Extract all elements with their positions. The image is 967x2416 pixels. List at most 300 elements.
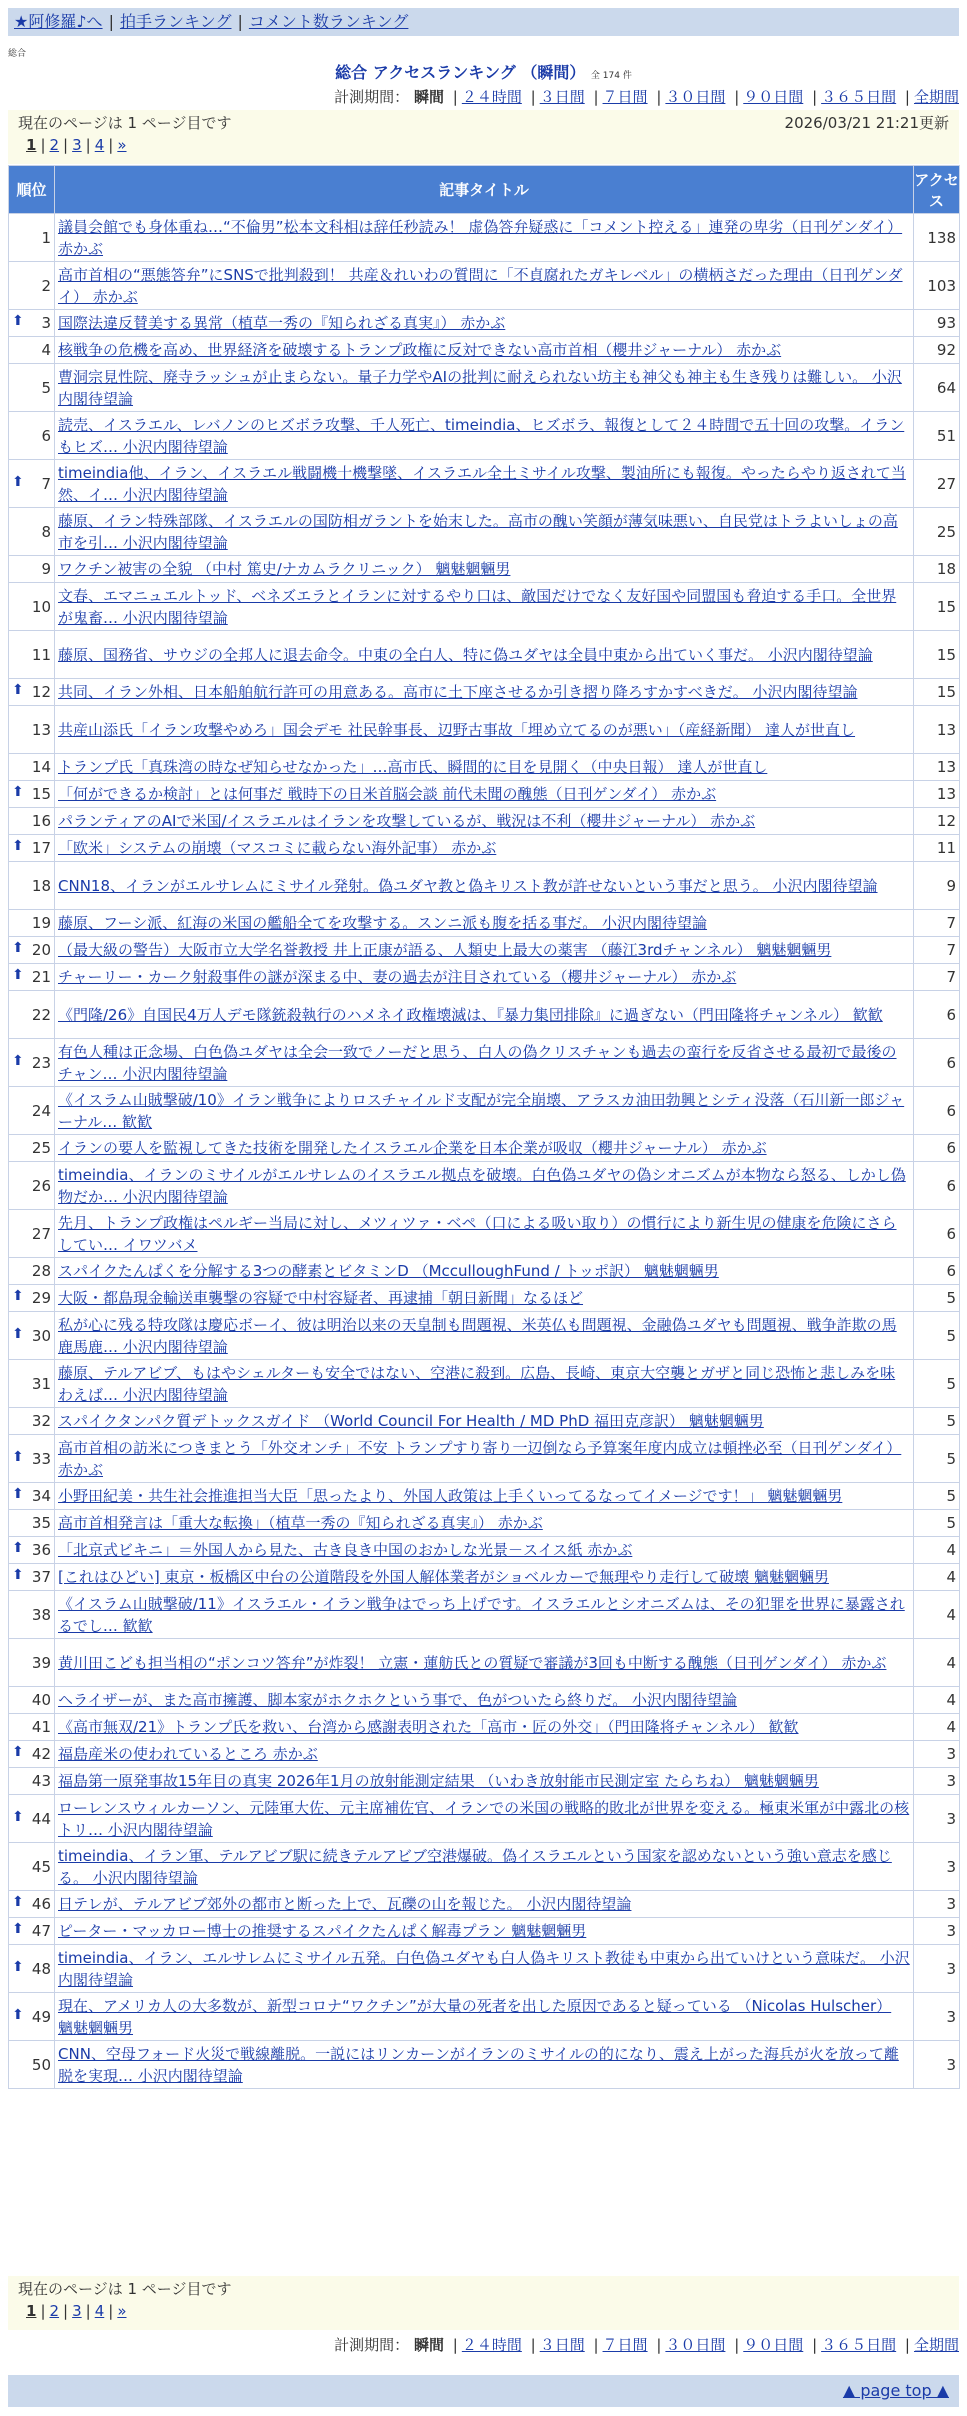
page-title <box>0 60 967 83</box>
rank-cell <box>9 862 55 910</box>
rank-cell <box>9 1435 55 1483</box>
rank-number: 45 <box>31 1857 51 1876</box>
period-3d[interactable]: ３日間 <box>539 2336 585 2354</box>
article-link[interactable]: 有色人種は正念場、白色偽ユダヤは全会一致でノーだと思う、白人の偽クリスチャンも過去の蛮行を反省させる最初で最後のチャン… 小沢内閣待望論 <box>58 1042 897 1083</box>
access-count: 6 <box>914 1135 960 1162</box>
page-link-next[interactable]: » <box>117 136 127 154</box>
article-link[interactable]: timeindia、イラン軍、テルアビブ駅に続きテルアビブ空港爆破。偽イスラエルという国家を認めないという強い意志を感じる。 小沢内閣待望論 <box>58 1846 892 1887</box>
rank-number: 29 <box>31 1289 51 1307</box>
title-cell <box>55 1258 914 1285</box>
title-cell <box>55 862 914 910</box>
rank-cell <box>9 364 55 412</box>
rank-number: 35 <box>31 1514 51 1532</box>
rank-up-arrow-icon: ⬆ <box>12 2006 24 2023</box>
access-count: 51 <box>914 412 960 460</box>
rank-number: 39 <box>31 1653 51 1672</box>
rank-cell <box>9 1795 55 1843</box>
period-current: 瞬間 <box>413 88 444 106</box>
article-link[interactable]: 福島第一原発事故15年目の真実 2026年1月の放射能測定結果 （いわき放射能市民測定室 たらちね） 魑魅魍魎男 <box>58 1772 819 1790</box>
clap-ranking-link[interactable]: 拍手ランキング <box>119 12 232 31</box>
article-link[interactable]: 議員会館でも身体重ね…“不倫男”松本文科相は辞任秒読み！ 虚偽答弁疑惑に「コメント控える」連発の卑劣（日刊ゲンダイ） 赤かぶ <box>58 217 903 258</box>
access-count: 6 <box>914 1039 960 1087</box>
title-cell <box>55 679 914 706</box>
access-count: 92 <box>914 337 960 364</box>
rank-up-arrow-icon: ⬆ <box>12 1744 24 1760</box>
page-link-3[interactable]: 3 <box>72 2302 82 2320</box>
table-row <box>9 583 960 631</box>
table-row <box>9 1285 960 1312</box>
title-cell <box>55 1087 914 1135</box>
page-separator: | <box>40 2302 46 2320</box>
title-cell <box>55 1162 914 1210</box>
table-row <box>9 1510 960 1537</box>
access-count: 3 <box>914 1945 960 1993</box>
access-count: 7 <box>914 937 960 964</box>
period-7d[interactable]: ７日間 <box>602 2336 648 2354</box>
article-link[interactable]: スパイクタンパク質デトックスガイド （World Council For Health / MD PhD 福田克彦訳） 魑魅魍魎男 <box>58 1412 764 1430</box>
title-cell <box>55 1360 914 1408</box>
article-link[interactable]: 藤原、国務省、サウジの全邦人に退去命令。中東の全白人、特に偽ユダヤは全員中東から出ていく事だ。 小沢内閣待望論 <box>58 645 873 664</box>
access-count: 11 <box>914 835 960 862</box>
title-cell <box>55 1210 914 1258</box>
table-row <box>9 214 960 262</box>
access-count: 6 <box>914 1258 960 1285</box>
page-link-4[interactable]: 4 <box>94 2302 105 2320</box>
rank-cell <box>9 337 55 364</box>
rank-cell <box>9 1768 55 1795</box>
article-link[interactable]: 共同、イラン外相、日本船舶航行許可の用意ある。高市に土下座させるか引き摺り降ろすかすべきだ。 小沢内閣待望論 <box>58 683 858 701</box>
title-cell <box>55 808 914 835</box>
table-row <box>9 910 960 937</box>
rank-number: 5 <box>41 378 51 397</box>
period-7d[interactable]: ７日間 <box>602 88 648 106</box>
home-link[interactable]: ★阿修羅♪へ <box>14 12 103 31</box>
table-row <box>9 835 960 862</box>
rank-number: 18 <box>31 876 51 895</box>
article-link[interactable]: ヘライザーが、また高市擁護、脚本家がホクホクという事で、色がついたら終りだ。 小沢内閣待望論 <box>58 1691 738 1709</box>
page-current: 1 <box>26 2302 37 2320</box>
table-row <box>9 1435 960 1483</box>
article-link[interactable]: 先月、トランプ政権はペルギー当局に対し、メツィツァ・ベペ（口による吸い取り）の慣行により新生児の健康を危険にさらしてい… イワツバメ <box>58 1213 897 1254</box>
rank-number: 41 <box>31 1718 51 1736</box>
title-cell <box>55 214 914 262</box>
rank-number: 7 <box>41 474 51 493</box>
article-link[interactable]: 《門隆/26》自国民4万人デモ隊銃殺執行のハメネイ政権壊滅は、『暴力集団排除』に過ぎない（門田隆将チャンネル） 歓歓 <box>58 1005 883 1024</box>
table-row <box>9 706 960 754</box>
title-cell <box>55 1312 914 1360</box>
title-cell <box>55 1741 914 1768</box>
rank-up-arrow-icon: ⬆ <box>12 1486 24 1502</box>
table-row <box>9 1564 960 1591</box>
period-90d[interactable]: ９０日間 <box>743 2336 804 2354</box>
article-link[interactable]: 大阪・都島現金輸送車襲撃の容疑で中村容疑者、再逮捕「朝日新聞」なるほど <box>58 1289 584 1307</box>
rank-number: 14 <box>31 758 51 776</box>
rank-cell <box>9 1135 55 1162</box>
rank-up-arrow-icon: ⬆ <box>12 473 24 490</box>
title-cell <box>55 1687 914 1714</box>
rank-number: 19 <box>31 914 51 932</box>
rank-number: 48 <box>31 1959 51 1978</box>
rank-up-arrow-icon: ⬆ <box>12 1921 24 1937</box>
rank-cell <box>9 214 55 262</box>
pager-top <box>8 110 959 164</box>
access-count: 3 <box>914 1741 960 1768</box>
access-count: 5 <box>914 1483 960 1510</box>
article-link[interactable]: 核戦争の危機を高め、世界経済を破壊するトランプ政権に反対できない高市首相（櫻井ジャーナル） 赤かぶ <box>58 341 782 359</box>
rank-cell <box>9 1039 55 1087</box>
access-count: 3 <box>914 1768 960 1795</box>
access-count: 6 <box>914 991 960 1039</box>
access-count: 4 <box>914 1639 960 1687</box>
top-nav-bar <box>8 8 959 36</box>
article-link[interactable]: 高市首相の訪米につきまとう「外交オンチ」不安 トランプすり寄り一辺倒なら予算案年度内成立は頓挫必至（日刊ゲンダイ） 赤かぶ <box>58 1438 902 1479</box>
period-separator: | <box>812 2336 818 2354</box>
table-row <box>9 1087 960 1135</box>
table-row <box>9 1537 960 1564</box>
rank-cell <box>9 631 55 679</box>
table-row <box>9 508 960 556</box>
access-count: 27 <box>914 460 960 508</box>
period-separator: | <box>812 88 818 106</box>
article-link[interactable]: ワクチン被害の全貌 （中村 篤史/ナカムラクリニック） 魑魅魍魎男 <box>58 560 511 578</box>
title-cell <box>55 631 914 679</box>
page-link-4[interactable]: 4 <box>94 136 105 154</box>
table-row <box>9 808 960 835</box>
table-row <box>9 1768 960 1795</box>
period-3d[interactable]: ３日間 <box>539 88 585 106</box>
article-link[interactable]: 曹洞宗見性院、廃寺ラッシュが止まらない。量子力学やAIの批判に耐えられない坊主も神父も神主も生き残りは難しい。 小沢内閣待望論 <box>58 367 902 408</box>
article-link[interactable]: パランティアのAIで米国/イスラエルはイランを攻撃しているが、戦況は不利（櫻井ジャーナル） 赤かぶ <box>58 812 756 830</box>
total-count: 全 174 件 <box>590 71 632 81</box>
table-row <box>9 412 960 460</box>
article-link[interactable]: 《高市無双/21》トランプ氏を救い、台湾から感謝表明された「高市・匠の外交」（門田隆将チャンネル） 歓歓 <box>58 1718 799 1736</box>
rank-up-arrow-icon: ⬆ <box>12 1540 24 1556</box>
access-count: 15 <box>914 583 960 631</box>
article-link[interactable]: CNN、空母フォード火災で戦線離脱。一説にはリンカーンがイランのミサイルの的になり、震え上がった海兵が火を放って離脱を実現… 小沢内閣待望論 <box>58 2044 899 2085</box>
rank-cell <box>9 2041 55 2089</box>
current-page-text: 現在のページは 1 ページ目です <box>18 2280 232 2298</box>
table-row <box>9 337 960 364</box>
table-row <box>9 937 960 964</box>
article-link[interactable]: 小野田紀美・共生社会推進担当大臣「思ったより、外国人政策は上手くいってるなってイメージです！」 魑魅魍魎男 <box>58 1487 843 1505</box>
rank-up-arrow-icon: ⬆ <box>12 1448 24 1465</box>
article-link[interactable]: 福島産米の使われているところ 赤かぶ <box>58 1745 318 1763</box>
title-cell <box>55 1591 914 1639</box>
page-separator: | <box>40 136 46 154</box>
page-link-next[interactable]: » <box>117 2302 127 2320</box>
access-count: 4 <box>914 1687 960 1714</box>
period-24h[interactable]: ２４時間 <box>461 88 522 106</box>
period-all[interactable]: 全期間 <box>913 88 959 106</box>
rank-number: 6 <box>41 426 51 445</box>
table-row <box>9 781 960 808</box>
title-cell <box>55 1483 914 1510</box>
period-separator: | <box>904 2336 910 2354</box>
article-link[interactable]: （最大級の警告）大阪市立大学名誉教授 井上正康が語る、人類史上最大の薬害 （藤江3rdチャンネル） 魑魅魍魎男 <box>58 941 832 959</box>
rank-number: 43 <box>31 1772 51 1790</box>
rank-cell <box>9 1483 55 1510</box>
rank-cell <box>9 1843 55 1891</box>
table-row <box>9 1312 960 1360</box>
col-rank-label: 順位 <box>16 181 47 199</box>
title-cell <box>55 937 914 964</box>
article-link[interactable]: 藤原、イラン特殊部隊、イスラエルの国防相ガラントを始末した。高市の醜い笑顔が薄気味悪い、自民党はトラよいしょの高市を引… 小沢内閣待望論 <box>58 511 898 552</box>
period-365d[interactable]: ３６５日間 <box>821 2336 897 2354</box>
table-row <box>9 1162 960 1210</box>
article-link[interactable]: 現在、アメリカ人の大多数が、新型コロナ“ワクチン”が大量の死者を出した原因であると疑っている （Nicolas Hulscher） 魑魅魍魎男 <box>58 1996 892 2037</box>
title-cell <box>55 1714 914 1741</box>
table-row <box>9 556 960 583</box>
title-cell <box>55 1537 914 1564</box>
table-row <box>9 679 960 706</box>
access-count: 9 <box>914 862 960 910</box>
article-link[interactable]: 日テレが、テルアビブ郊外の都市と断った上で、瓦礫の山を報じた。 小沢内閣待望論 <box>58 1895 632 1913</box>
access-count: 103 <box>914 262 960 310</box>
access-count: 4 <box>914 1714 960 1741</box>
access-count: 5 <box>914 1408 960 1435</box>
updated-timestamp: 2026/03/21 21:21更新 <box>784 114 949 132</box>
rank-cell <box>9 310 55 337</box>
rank-cell <box>9 1945 55 1993</box>
rank-number: 31 <box>31 1374 51 1393</box>
rank-cell <box>9 1714 55 1741</box>
table-row <box>9 1687 960 1714</box>
page-link-2[interactable]: 2 <box>49 2302 60 2320</box>
rank-cell <box>9 1741 55 1768</box>
period-separator: | <box>656 88 662 106</box>
article-link[interactable]: 藤原、テルアビブ、もはやシェルターも安全ではない、空港に殺到。広島、長崎、東京大空襲とガザと同じ恐怖と悲しみを味わえば… 小沢内閣待望論 <box>58 1363 896 1404</box>
rank-number: 16 <box>31 812 51 830</box>
page-link-3[interactable]: 3 <box>72 136 82 154</box>
title-cell <box>55 781 914 808</box>
table-row <box>9 1360 960 1408</box>
article-link[interactable]: 「何ができるか検討」とは何事だ 戦時下の日米首脳会談 前代未聞の醜態（日刊ゲンダイ） 赤かぶ <box>58 785 717 803</box>
period-separator: | <box>734 2336 740 2354</box>
access-count: 6 <box>914 1210 960 1258</box>
period-30d[interactable]: ３０日間 <box>665 88 726 106</box>
rank-cell <box>9 1312 55 1360</box>
rank-up-arrow-icon: ⬆ <box>12 1052 24 1069</box>
ranking-table-body <box>9 214 960 2089</box>
title-cell <box>55 1639 914 1687</box>
article-link[interactable]: 黄川田こども担当相の“ポンコツ答弁”が炸裂！ 立憲・蓮舫氏との質疑で審議が3回も中断する醜態（日刊ゲンダイ） 赤かぶ <box>58 1653 887 1672</box>
article-link[interactable]: 「北京式ビキニ」＝外国人から見た、古き良き中国のおかしな光景－スイス紙 赤かぶ <box>58 1541 633 1559</box>
rank-up-arrow-icon: ⬆ <box>12 838 24 854</box>
rank-cell <box>9 1591 55 1639</box>
rank-number: 22 <box>31 1005 51 1024</box>
title-cell <box>55 991 914 1039</box>
article-link[interactable]: 《イスラム山賊撃破/10》イラン戦争によりロスチャイルド支配が完全崩壊、アラスカ油田勃興とシティ没落（石川新一郎ジャーナル… 歓歓 <box>58 1090 905 1131</box>
article-link[interactable]: timeindia、イランのミサイルがエルサレムのイスラエル拠点を破壊。白色偽ユダヤの偽シオニズムが本物なら怒る、しかし偽物だか… 小沢内閣待望論 <box>58 1165 906 1206</box>
rank-number: 4 <box>41 341 51 359</box>
article-link[interactable]: 高市首相の“悪態答弁”にSNSで批判殺到！ 共産＆れいわの質問に「不貞腐れたガキレベル」の横柄さだった理由（日刊ゲンダイ） 赤かぶ <box>58 265 903 306</box>
article-link[interactable]: 「欧米」システムの崩壊（マスコミに載らない海外記事） 赤かぶ <box>58 839 497 857</box>
table-header-row <box>9 166 960 214</box>
access-count: 3 <box>914 1843 960 1891</box>
table-row <box>9 964 960 991</box>
title-cell <box>55 835 914 862</box>
page-separator: | <box>108 136 114 154</box>
rank-cell <box>9 937 55 964</box>
title-cell <box>55 508 914 556</box>
access-count: 5 <box>914 1285 960 1312</box>
article-link[interactable]: イランの要人を監視してきた技術を開発したイスラエル企業を日本企業が吸収（櫻井ジャーナル） 赤かぶ <box>58 1139 767 1157</box>
title-cell <box>55 1891 914 1918</box>
article-link[interactable]: ローレンスウィルカーソン、元陸軍大佐、元主席補佐官、イランでの米国の戦略的敗北が世界を変える。極東米軍が中露北の核トリ… 小沢内閣待望論 <box>58 1798 910 1839</box>
access-count: 4 <box>914 1537 960 1564</box>
page-current: 1 <box>26 136 37 154</box>
title-cell <box>55 1795 914 1843</box>
article-link[interactable]: 共産山添氏「イラン攻撃やめろ」国会デモ 社民幹事長、辺野古事故「埋め立てるのが悪い」（産経新聞） 達人が世直し <box>58 720 856 739</box>
rank-number: 28 <box>31 1262 51 1280</box>
access-count: 13 <box>914 754 960 781</box>
rank-up-arrow-icon: ⬆ <box>12 1958 24 1975</box>
article-link[interactable]: CNN18、イランがエルサレムにミサイル発射。偽ユダヤ教と偽キリスト教が許せないという事だと思う。 小沢内閣待望論 <box>58 876 878 895</box>
table-row <box>9 1408 960 1435</box>
rank-up-arrow-icon: ⬆ <box>12 1567 24 1583</box>
rank-number: 3 <box>41 314 51 332</box>
rank-number: 26 <box>31 1176 51 1195</box>
access-count: 25 <box>914 508 960 556</box>
rank-number: 21 <box>31 968 51 986</box>
rank-cell <box>9 781 55 808</box>
table-row <box>9 754 960 781</box>
article-link[interactable]: スパイクたんぱくを分解する3つの酵素とビタミンD （McculloughFund / トッポ訳） 魑魅魍魎男 <box>58 1262 719 1280</box>
article-link[interactable]: 高市首相発言は「重大な転換」（植草一秀の『知られざる真実』） 赤かぶ <box>58 1514 543 1532</box>
rank-number: 34 <box>31 1487 51 1505</box>
article-link[interactable]: 藤原、フーシ派、紅海の米国の艦船全てを攻撃する。スンニ派も腹を括る事だ。 小沢内閣待望論 <box>58 914 708 932</box>
rank-cell <box>9 556 55 583</box>
title-cell <box>55 1564 914 1591</box>
rank-up-arrow-icon: ⬆ <box>12 313 24 329</box>
rank-number: 50 <box>31 2055 51 2074</box>
rank-cell <box>9 1408 55 1435</box>
title-cell <box>55 706 914 754</box>
rank-cell <box>9 991 55 1039</box>
title-cell <box>55 460 914 508</box>
article-link[interactable]: ピーター・マッカロー博士の推奨するスパイクたんぱく解毒プラン 魑魅魍魎男 <box>58 1922 587 1940</box>
rank-cell <box>9 964 55 991</box>
article-link[interactable]: 文春、エマニュエルトッド、ベネズエラとイランに対するやり口は、敵国だけでなく友好国や同盟国も脅迫する手口。全世界が鬼畜… 小沢内閣待望論 <box>58 586 897 627</box>
access-count: 5 <box>914 1435 960 1483</box>
access-count: 3 <box>914 1891 960 1918</box>
table-row <box>9 310 960 337</box>
article-link[interactable]: 読売、イスラエル、レバノンのヒズボラ攻撃、千人死亡、timeindia、ヒズボラ、報復として２４時間で五十回の攻撃。イランもヒズ… 小沢内閣待望論 <box>58 415 905 456</box>
period-current: 瞬間 <box>413 2336 444 2354</box>
article-link[interactable]: 私が心に残る特攻隊は慶応ボーイ、彼は明治以来の天皇制も問題視、米英仏も問題視、金融偽ユダヤも問題視、戦争詐欺の馬鹿馬鹿… 小沢内閣待望論 <box>58 1315 897 1356</box>
period-365d[interactable]: ３６５日間 <box>821 88 897 106</box>
title-cell <box>55 964 914 991</box>
title-cell <box>55 1039 914 1087</box>
period-separator: | <box>593 2336 599 2354</box>
access-count: 18 <box>914 556 960 583</box>
rank-number: 11 <box>31 645 51 664</box>
rank-cell <box>9 910 55 937</box>
article-link[interactable]: timeindia他、イラン、イスラエル戦闘機十機撃墜、イスラエル全土ミサイル攻撃、製油所にも報復。やったらやり返されて当然、イ… 小沢内閣待望論 <box>58 463 906 504</box>
period-separator: | <box>904 88 910 106</box>
title-cell <box>55 583 914 631</box>
title-cell <box>55 1135 914 1162</box>
article-link[interactable]: 国際法違反賛美する異常（植草一秀の『知られざる真実』） 赤かぶ <box>58 314 506 332</box>
rank-number: 23 <box>31 1053 51 1072</box>
rank-cell <box>9 262 55 310</box>
title-cell <box>55 1945 914 1993</box>
table-row <box>9 1639 960 1687</box>
col-title-header: 記事タイトル <box>55 166 914 214</box>
rank-cell <box>9 808 55 835</box>
access-count: 64 <box>914 364 960 412</box>
article-link[interactable]: チャーリー・カーク射殺事件の謎が深まる中、妻の過去が注目されている（櫻井ジャーナル） 赤かぶ <box>58 968 737 986</box>
rank-number: 32 <box>31 1412 51 1430</box>
table-row <box>9 631 960 679</box>
rank-cell <box>9 1285 55 1312</box>
comment-ranking-link[interactable]: コメント数ランキング <box>248 12 409 31</box>
table-row <box>9 1795 960 1843</box>
article-link[interactable]: トランプ氏「真珠湾の時なぜ知らせなかった」…高市氏、瞬間的に目を見開く（中央日報） 達人が世直し <box>58 758 768 776</box>
access-count: 4 <box>914 1591 960 1639</box>
rank-number: 10 <box>31 597 51 616</box>
rank-cell <box>9 583 55 631</box>
access-count: 6 <box>914 1087 960 1135</box>
table-row <box>9 1741 960 1768</box>
rank-up-arrow-icon: ⬆ <box>12 1325 24 1342</box>
table-row <box>9 2041 960 2089</box>
rank-cell <box>9 1258 55 1285</box>
table-row <box>9 1993 960 2041</box>
article-link[interactable]: [これはひどい] 東京・板橋区中台の公道階段を外国人解体業者がショベルカーで無理やり走行して破壊 魑魅魍魎男 <box>58 1568 829 1586</box>
access-count: 4 <box>914 1564 960 1591</box>
table-row <box>9 1714 960 1741</box>
rank-cell <box>9 1162 55 1210</box>
title-cell <box>55 1285 914 1312</box>
page-separator: | <box>63 2302 69 2320</box>
rank-cell <box>9 1993 55 2041</box>
table-row <box>9 1258 960 1285</box>
access-count: 13 <box>914 781 960 808</box>
period-30d[interactable]: ３０日間 <box>665 2336 726 2354</box>
rank-number: 1 <box>41 228 51 247</box>
article-link[interactable]: 《イスラム山賊撃破/11》イスラエル・イラン戦争はでっち上げです。イスラエルとシオニズムは、その犯罪を世界に暴露されるでし… 歓歓 <box>58 1594 905 1635</box>
period-24h[interactable]: ２４時間 <box>461 2336 522 2354</box>
rank-cell <box>9 1360 55 1408</box>
period-all[interactable]: 全期間 <box>913 2336 959 2354</box>
rank-number: 46 <box>31 1895 51 1913</box>
table-row <box>9 1891 960 1918</box>
period-separator: | <box>593 88 599 106</box>
page-separator: | <box>85 136 91 154</box>
page-top-link[interactable]: ▲ page top ▲ <box>842 2381 949 2400</box>
article-link[interactable]: timeindia、イラン、エルサレムにミサイル五発。白色偽ユダヤも白人偽キリスト教徒も中東から出ていけという意味だ。 小沢内閣待望論 <box>58 1948 910 1989</box>
rank-number: 38 <box>31 1605 51 1624</box>
rank-cell <box>9 754 55 781</box>
rank-cell <box>9 1510 55 1537</box>
title-cell <box>55 1918 914 1945</box>
table-row <box>9 862 960 910</box>
period-separator: | <box>656 2336 662 2354</box>
nav-separator: | <box>237 12 243 31</box>
table-row <box>9 1039 960 1087</box>
rank-number: 27 <box>31 1224 51 1243</box>
period-90d[interactable]: ９０日間 <box>743 88 804 106</box>
rank-number: 17 <box>31 839 51 857</box>
access-count: 7 <box>914 964 960 991</box>
rank-up-arrow-icon: ⬆ <box>12 1894 24 1910</box>
table-row <box>9 991 960 1039</box>
title-cell <box>55 910 914 937</box>
rank-up-arrow-icon: ⬆ <box>12 682 24 698</box>
access-count: 6 <box>914 1162 960 1210</box>
page-link-2[interactable]: 2 <box>49 136 60 154</box>
